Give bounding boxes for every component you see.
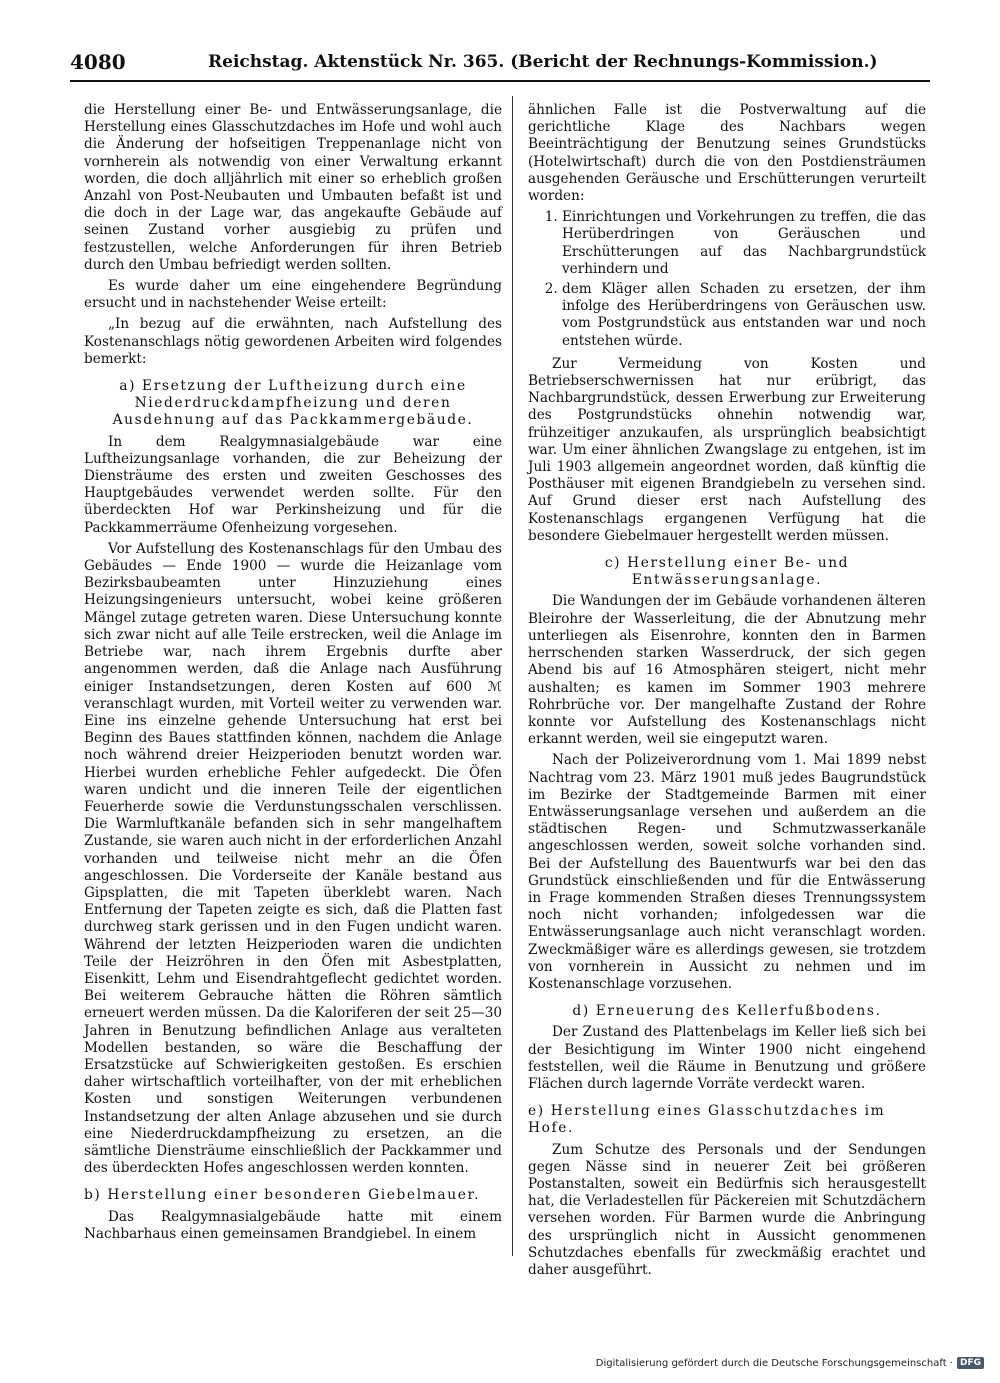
left-column <box>84 102 502 1247</box>
section-heading-b: b) Herstellung einer besonderen Giebelmauer. <box>84 1187 481 1204</box>
paragraph: „In bezug auf die erwähnten, nach Aufstellung des Kostenanschlags nötig gewordenen Arbeiten wird folgendes bemerkt: <box>84 316 502 367</box>
paragraph: Zum Schutze des Personals und der Sendungen gegen Nässe sind in neuerer Zeit bei größeren Postanstalten, soweit ein Bedürfnis sich herausgestellt hat, die Verladestellen für Päckereien mit Schutzdächern versehen worden. Für Barmen wurde die Anbringung des ursprünglich nicht in Aussicht genommenen Schutzdaches ebenfalls für zweckmäßig erachtet und daher ausgeführt. <box>528 1141 926 1278</box>
section-heading-c: c) Herstellung einer Be- und Entwässerungsanlage. <box>604 555 850 589</box>
section-heading-a: a) Ersetzung der Luftheizung durch eine Niederdruckdampfheizung und deren Ausdehnung auf das Packkammergebäude. <box>112 378 474 429</box>
paragraph: Nach der Polizeiverordnung vom 1. Mai 1899 nebst Nachtrag vom 23. März 1901 muß jedes Baugrundstück im Bezirke der Stadtgemeinde Barmen mit einer Entwässerungsanlage versehen und außerdem an die städtischen Regen- und Schmutzwasserkanäle angeschlossen werden, soweit solche vorhanden sind. Bei der Aufstellung des Bauentwurfs war bei den das Grundstück einschließenden und für die Entwässerung in Frage kommenden Straßen dieses Trennungssystem noch nicht vorhanden; infolgedessen war die Entwässerungsanlage auch nicht veranschlagt worden. Zweckmäßiger wäre es allerdings gewesen, sie trotzdem von vornherein in Aussicht zu nehmen und im Kostenanschlage vorzusehen. <box>528 752 926 992</box>
paragraph: Die Wandungen der im Gebäude vorhandenen älteren Bleirohre der Wasserleitung, die der Abnutzung mehr unterliegen als Eisenrohre, konnten den in Barmen herrschenden starken Wasserdruck, der sich gegen Abend bis auf 16 Atmosphären steigert, nicht mehr aushalten; es kamen im Sommer 1903 mehrere Rohrbrüche vor. Der mangelhafte Zustand der Rohre konnte vor Aufstellung des Kostenanschlags nicht erkannt werden, weil sie eingeputzt waren. <box>528 593 926 748</box>
right-column <box>528 102 926 1283</box>
page-number: 4080 <box>70 50 126 74</box>
column-divider <box>512 96 513 1256</box>
section-heading-e: e) Herstellung eines Glasschutzdaches im Hofe. <box>528 1103 886 1137</box>
paragraph: In dem Realgymnasialgebäude war eine Luftheizungsanlage vorhanden, die zur Beheizung der Diensträume des ersten und zweiten Geschosses des Hauptgebäudes verwendet werden sollte. Für den überdeckten Hof war Perkinsheizung und für die Packkammerräume Ofenheizung vorgesehen. <box>84 433 502 536</box>
page-header <box>70 46 930 82</box>
digitization-footer <box>596 1357 984 1369</box>
paragraph: Es wurde daher um eine eingehendere Begründung ersucht und in nachstehender Weise erteilt: <box>84 278 502 312</box>
dfg-logo: DFG <box>957 1357 984 1369</box>
list-item: 2. dem Kläger allen Schaden zu ersetzen, der ihm infolge des Herüberdringens von Geräuschen usw. vom Postgrundstück aus entstanden war und noch entstehen würde. <box>562 281 926 350</box>
paragraph: Das Realgymnasialgebäude hatte mit einem Nachbarhaus einen gemeinsamen Brandgiebel. In einem <box>84 1208 502 1242</box>
paragraph: Der Zustand des Plattenbelags im Keller ließ sich bei der Besichtigung im Winter 1900 nicht eingehend feststellen, weil die Räume in Benutzung und größere Flächen durch lagernde Vorräte verdeckt waren. <box>528 1024 926 1092</box>
footer-text: Digitalisierung gefördert durch die Deutsche Forschungsgemeinschaft · <box>595 1357 953 1369</box>
list-item: 1. Einrichtungen und Vorkehrungen zu treffen, die das Herüberdringen von Geräuschen und Erschütterungen auf das Nachbargrundstück verhindern und <box>562 209 926 278</box>
numbered-list <box>528 209 926 350</box>
paragraph: ähnlichen Falle ist die Postverwaltung auf die gerichtliche Klage des Nachbars wegen Beeinträchtigung der Benutzung seines Grundstücks (Hotelwirtschaft) durch die von den Postdiensträumen ausgehenden Geräusche und Erschütterungen verurteilt worden: <box>528 102 926 205</box>
section-heading-d: d) Erneuerung des Kellerfußbodens. <box>572 1003 882 1020</box>
paragraph: die Herstellung einer Be- und Entwässerungsanlage, die Herstellung eines Glasschutzdaches im Hofe und wohl auch die Änderung der hofseitigen Treppenanlage nicht von vornherein als notwendig von einer Verwaltung erkannt worden, die doch alljährlich mit einer so erheblich großen Anzahl von Post-Neubauten und Umbauten befaßt ist und die doch in der Lage war, das angekaufte Gebäude auf seinen Zustand vorher ausgiebig zu prüfen und festzustellen, welche Anforderungen für ihren Betrieb durch den Umbau befriedigt werden sollten. <box>84 102 502 273</box>
paragraph: Vor Aufstellung des Kostenanschlags für den Umbau des Gebäudes — Ende 1900 — wurde die Heizanlage vom Bezirksbaubeamten unter Hinzuziehung eines Heizungsingenieurs untersucht, wobei keine größeren Mängel zutage getreten waren. Diese Untersuchung konnte sich zwar nicht auf alle Teile erstrecken, weil die Anlage im Betriebe war, nach ihrem Ergebnis durfte aber angenommen werden, daß die Anlage nach Ausführung einiger Instandsetzungen, deren Kosten auf 600 ℳ veranschlagt wurden, mit Vorteil weiter zu verwenden war. Eine ins einzelne gehende Untersuchung hat erst bei Beginn des Baues stattfinden können, nachdem die Anlage noch während dreier Heizperioden benutzt worden war. Hierbei wurden erhebliche Fehler aufgedeckt. Die Öfen waren undicht und die inneren Teile der eigentlichen Feuerherde sowie die Verdunstungsschalen verschlissen. Die Warmluftkanäle befanden sich in sehr mangelhaftem Zustande, sie waren auch nicht in der erforderlichen Anzahl vorhanden und teilweise nicht mehr an die Öfen angeschlossen. Die Vorderseite der Kanäle bestand aus Gipsplatten, die mit Tapeten überklebt waren. Nach Entfernung der Tapeten zeigte es sich, daß die Platten fast durchweg stark gerissen und in den Fugen undicht waren. Während der letzten Heizperioden waren die undichten Teile der Heizröhren in den Öfen mit Asbestplatten, Eisenkitt, Lehm und Eisendrahtgeflecht gedichtet worden. Bei weiterem Gebrauche hätten die Röhren sämtlich erneuert werden müssen. Da die Kaloriferen der seit 25—30 Jahren in Benutzung befindlichen Anlage aus veralteten Modellen bestanden, so wäre die Beschaffung der Ersatzstücke auf Schwierigkeiten gestoßen. Es erschien daher wirtschaftlich vorteilhafter, von der mit erheblichen Kosten und sonstigen Weiterungen verbundenen Instandsetzung der alten Anlage abzusehen und sie durch eine Niederdruckdampfheizung zu ersetzen, an die sämtliche Diensträume einschließlich der Packkammer und des überdeckten Hofes angeschlossen werden konnten. <box>84 540 502 1177</box>
running-title: Reichstag. Aktenstück Nr. 365. (Bericht der Rechnungs-Kommission.) <box>208 52 878 72</box>
paragraph: Zur Vermeidung von Kosten und Betriebserschwernissen hat nur erübrigt, das Nachbargrundstück, dessen Erwerbung zur Erweiterung des Postgrundstücks ohnehin notwendig war, frühzeitiger anzukaufen, als ursprünglich beabsichtigt war. Um einer ähnlichen Zwangslage zu entgehen, ist im Juli 1903 allgemein angeordnet worden, daß künftig die Posthäuser mit eigenen Brandgiebeln zu versehen sind. Auf Grund dieser erst nach Aufstellung des Kostenanschlags ergangenen Verfügung hat die besondere Giebelmauer hergestellt werden müssen. <box>528 355 926 544</box>
